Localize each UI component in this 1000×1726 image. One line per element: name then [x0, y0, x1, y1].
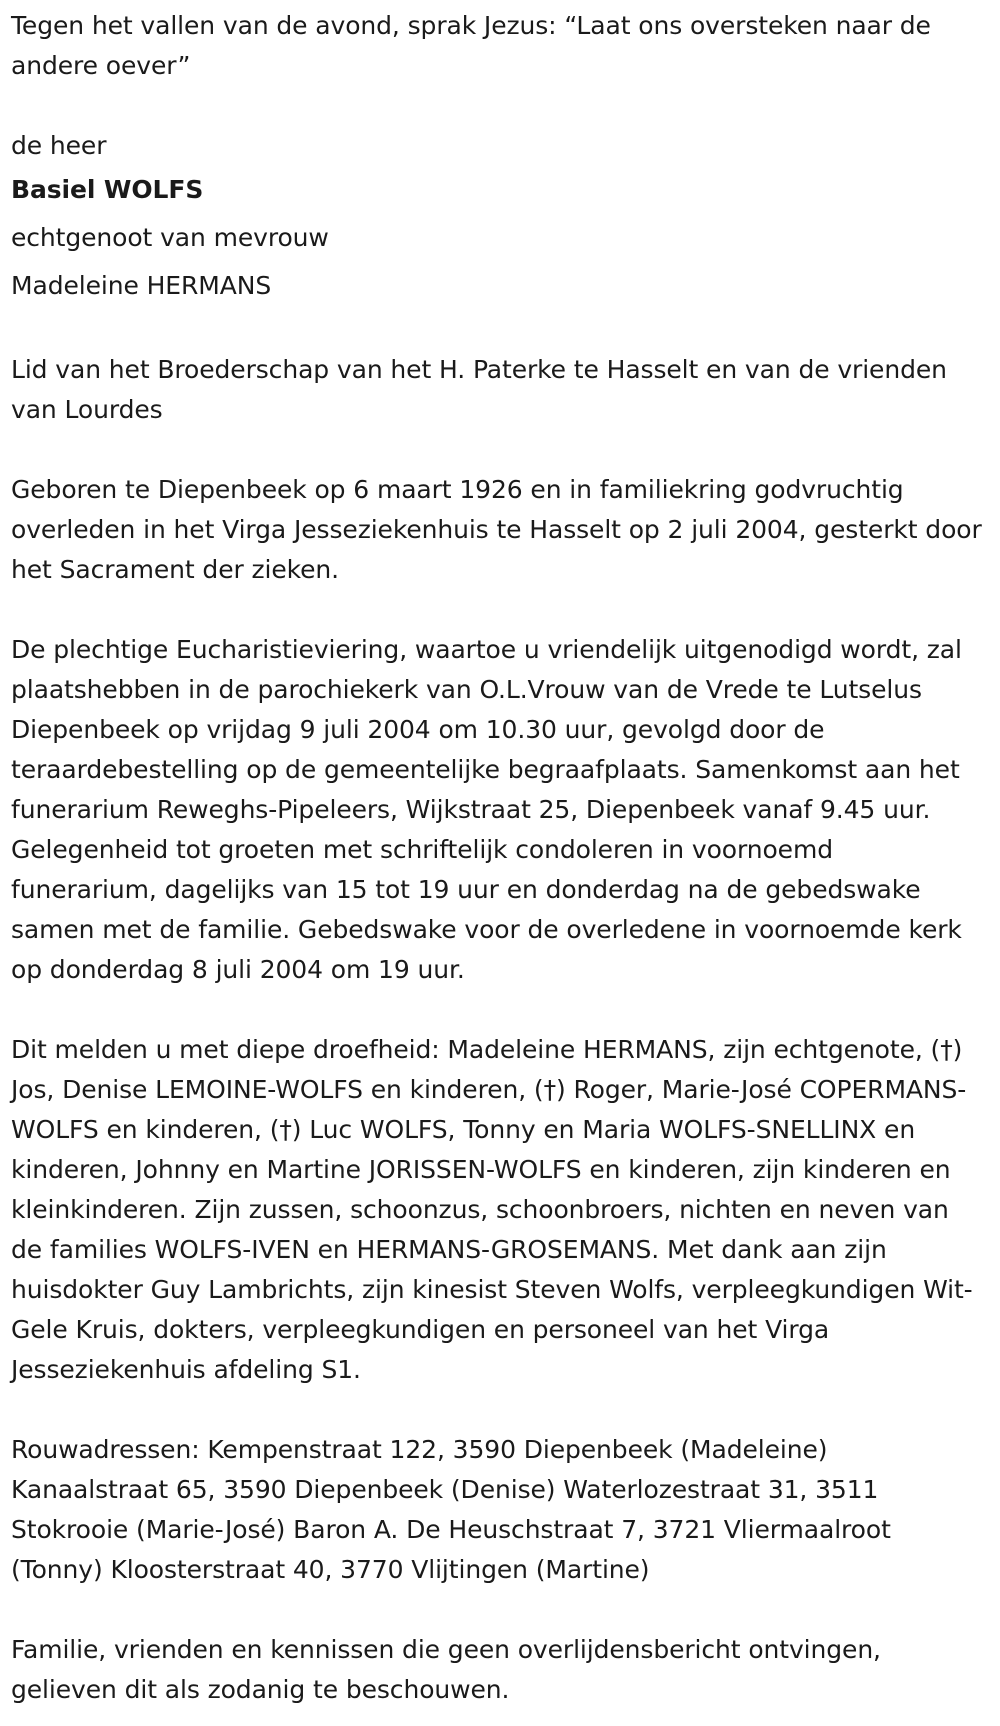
deceased-name: Basiel WOLFS: [11, 175, 204, 204]
motto-text: Tegen het vallen van de avond, sprak Jezus: “Laat ons oversteken naar de andere oever”: [11, 11, 931, 80]
ceremony-paragraph: De plechtige Eucharistieviering, waartoe u vriendelijk uitgenodigd wordt, zal plaatshebben in de parochiekerk van O.L.Vrouw van de Vrede te Lutselus Diepenbeek op vrijdag 9 juli 2004 om 10.30 uur, gevolgd door de teraardebestelling op de gemeentelijke begraafplaats. Samenkomst aan het funerarium Reweghs-Pipeleers, Wijkstraat 25, Diepenbeek vanaf 9.45 uur. Gelegenheid tot groeten met schriftelijk condoleren in voornoemd funerarium, dagelijks van 15 tot 19 uur en donderdag na de gebedswake samen met de familie. Gebedswake voor de overledene in voornoemde kerk op donderdag 8 juli 2004 om 19 uur.: [11, 635, 962, 984]
birth-death-paragraph: Geboren te Diepenbeek op 6 maart 1926 en in familiekring godvruchtig overleden in het Virga Jesseziekenhuis te Hasselt op 2 juli 2004, gesterkt door het Sacrament der zieken.: [11, 475, 982, 584]
addresses-paragraph: Rouwadressen: Kempenstraat 122, 3590 Diepenbeek (Madeleine) Kanaalstraat 65, 3590 Diepenbeek (Denise) Waterlozestraat 31, 3511 Stokrooie (Marie-José) Baron A. De Heuschstraat 7, 3721 Vliermaalroot (Tonny) Kloosterstraat 40, 3770 Vlijtingen (Martine): [11, 1435, 891, 1584]
membership-paragraph: Lid van het Broederschap van het H. Paterke te Hasselt en van de vrienden van Lourdes: [11, 355, 947, 424]
family-paragraph: Dit melden u met diepe droefheid: Madeleine HERMANS, zijn echtgenote, (†) Jos, Denise LEMOINE-WOLFS en kinderen, (†) Roger, Marie-José COPERMANS-WOLFS en kinderen, (†) Luc WOLFS, Tonny en Maria WOLFS-SNELLINX en kinderen, Johnny en Martine JORISSEN-WOLFS en kinderen, zijn kinderen en kleinkinderen. Zijn zussen, schoonzus, schoonbroers, nichten en neven van de families WOLFS-IVEN en HERMANS-GROSEMANS. Met dank aan zijn huisdokter Guy Lambrichts, zijn kinesist Steven Wolfs, verpleegkundigen Wit-Gele Kruis, dokters, verpleegkundigen en personeel van het Virga Jesseziekenhuis afdeling S1.: [11, 1035, 973, 1384]
closing-paragraph: Familie, vrienden en kennissen die geen overlijdensbericht ontvingen, gelieven dit als zodanig te beschouwen.: [11, 1635, 881, 1704]
relation-text: echtgenoot van mevrouw: [11, 223, 329, 252]
honorific-prefix: de heer: [11, 131, 107, 160]
spouse-name: Madeleine HERMANS: [11, 271, 272, 300]
